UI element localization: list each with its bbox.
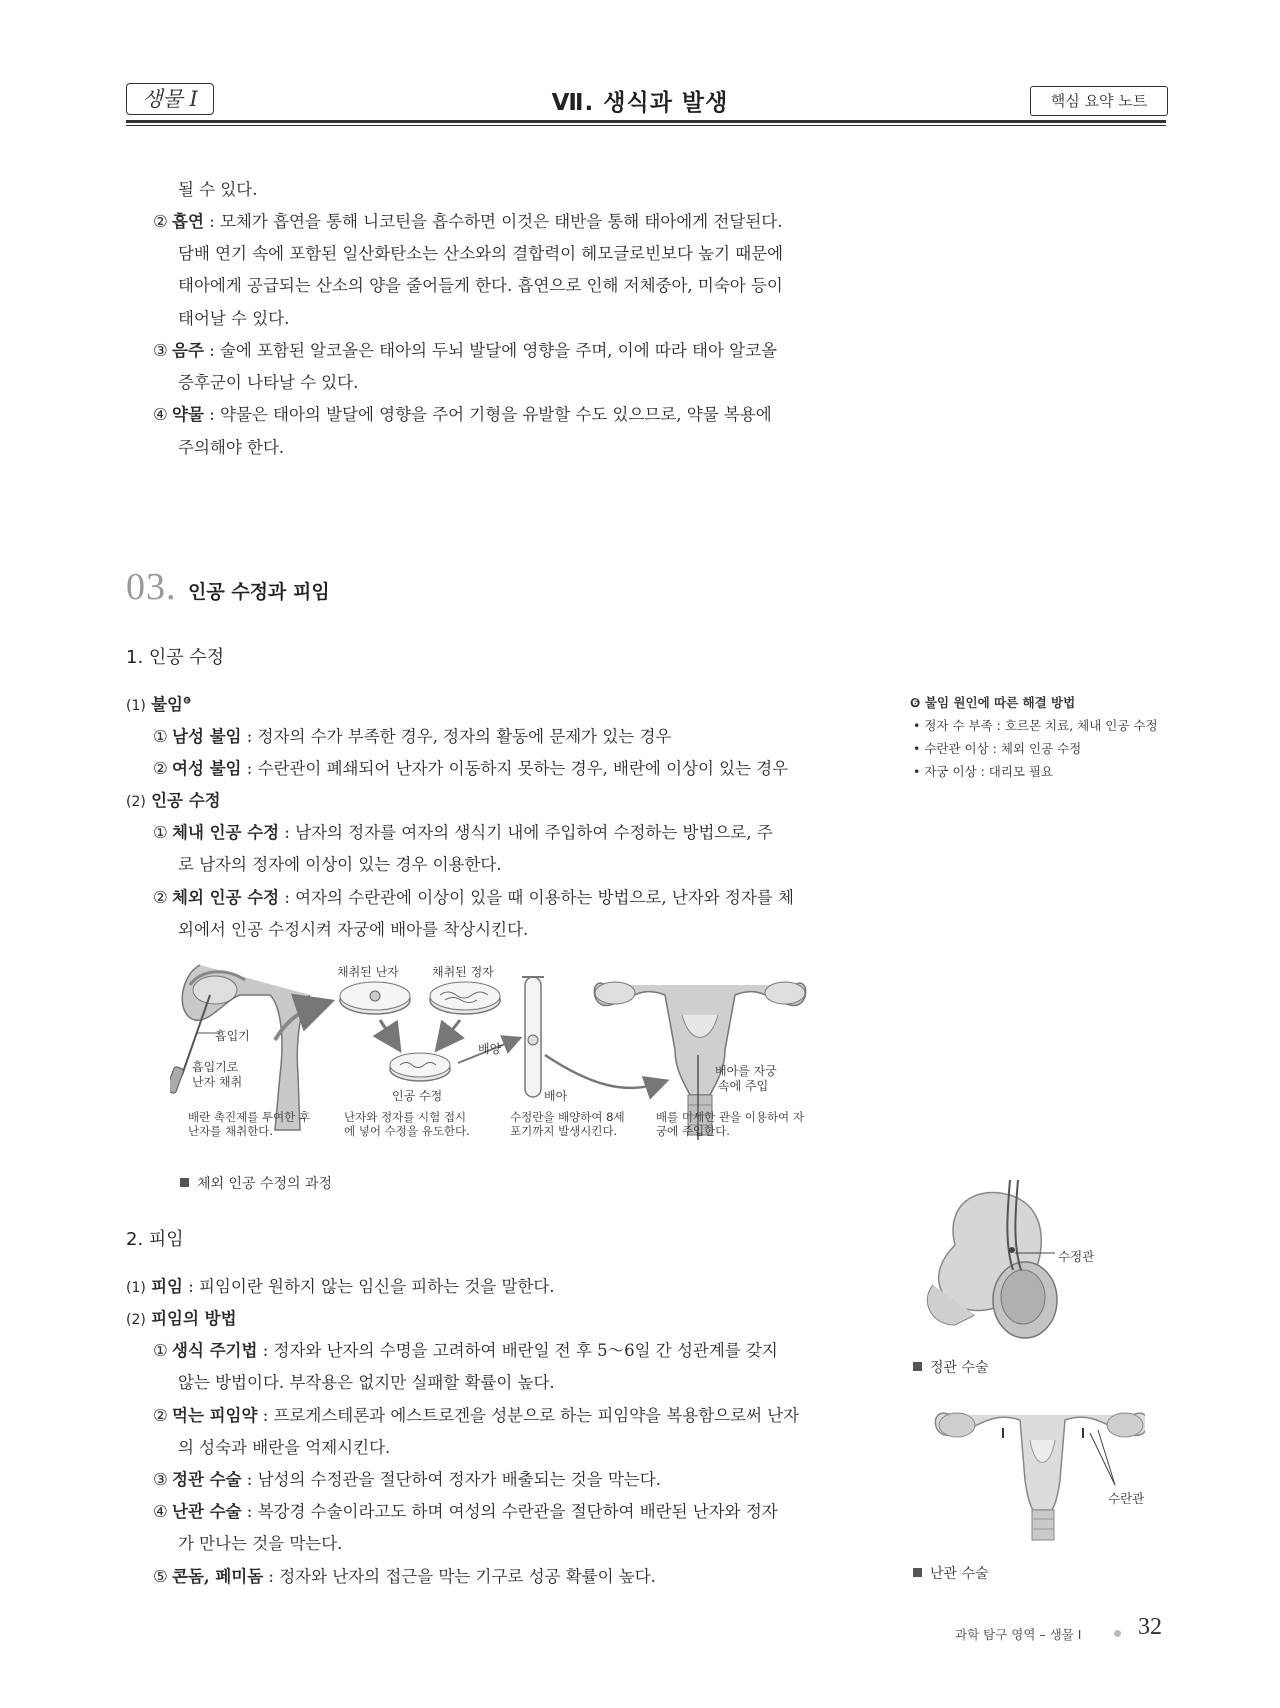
smoking-line-1: ② 흡연 : 모체가 흡연을 통해 니코틴을 흡수하면 이것은 태반을 통해 태아에게 전달된다.	[153, 212, 783, 231]
method-4-line-1: ④ 난관 수술 : 복강경 수술이라고도 하며 여성의 수란관을 절단하여 배란된 난자와 정자	[153, 1502, 778, 1521]
ai-heading: (2) 인공 수정	[126, 791, 221, 810]
internal-ai-line-1: ① 체내 인공 수정 : 남자의 정자를 여자의 생식기 내에 주입하여 수정하는 방법으로, 주	[153, 823, 773, 842]
header-rule	[126, 120, 1166, 123]
ivf-step-desc-4: 배를 미세한 관을 이용하여 자궁에 주입한다.	[656, 1110, 804, 1138]
chapter-title: Ⅶ. 생식과 발생	[551, 90, 729, 116]
fertilization-dish	[390, 1053, 450, 1081]
label-inject-1: 배아를 자궁	[715, 1064, 777, 1078]
internal-ai-line-2: 로 남자의 정자에 이상이 있는 경우 이용한다.	[178, 855, 502, 874]
label-aspirator-collect-2: 난자 채취	[192, 1075, 243, 1089]
label-collected-sperm: 채취된 정자	[432, 965, 494, 979]
external-ai-line-1: ② 체외 인공 수정 : 여자의 수란관에 이상이 있을 때 이용하는 방법으로, 난자와 정자를 체	[153, 888, 794, 907]
method-1-line-1: ① 생식 주기법 : 정자와 난자의 수명을 고려하여 배란일 전 후 5～6일 간 성관계를 갖지	[153, 1341, 778, 1360]
subject-box: 생물 I	[126, 83, 214, 115]
sidenote-title: ❻ 불임 원인에 따른 해결 방법	[910, 695, 1076, 710]
ivf-step-desc-3: 수정란을 배양하여 8세포기까지 발생시킨다.	[510, 1110, 625, 1138]
label-inject-2: 속에 주입	[718, 1079, 769, 1093]
arrow-inject	[545, 1055, 660, 1088]
label-aspirator: 흡입기	[215, 1029, 250, 1043]
smoking-line-3: 태아에게 공급되는 산소의 양을 줄어들게 한다. 흡연으로 인해 저체중아, 미숙아 등이	[178, 276, 783, 295]
tubal-caption: 난관 수술	[913, 1563, 989, 1583]
vasectomy-caption: 정관 수술	[913, 1357, 989, 1377]
subheading-contraception: 2. 피임	[126, 1229, 184, 1250]
method-4-line-2: 가 만나는 것을 막는다.	[178, 1534, 343, 1553]
method-3: ③ 정관 수술 : 남성의 수정관을 절단하여 정자가 배출되는 것을 막는다.	[153, 1470, 661, 1489]
method-2-line-2: 의 성숙과 배란을 억제시킨다.	[178, 1438, 391, 1457]
section-number: 03.	[126, 566, 177, 608]
method-1-line-2: 않는 방법이다. 부작용은 없지만 실패할 확률이 높다.	[178, 1373, 555, 1392]
external-ai-line-2: 외에서 인공 수정시켜 자궁에 배아를 착상시킨다.	[178, 920, 529, 939]
header-rule-thin	[126, 125, 1166, 126]
drugs-line-1: ④ 약물 : 약물은 태아의 발달에 영향을 주어 기형을 유발할 수도 있으므로, 약물 복용에	[153, 405, 772, 424]
sperm-dish	[430, 982, 500, 1014]
label-collected-eggs: 채취된 난자	[337, 965, 399, 979]
egg-dish	[340, 982, 410, 1014]
methods-heading: (2) 피임의 방법	[126, 1309, 237, 1328]
female-infertility: ② 여성 불임 : 수란관이 폐쇄되어 난자가 이동하지 못하는 경우, 배란에 이상이 있는 경우	[153, 759, 789, 778]
contraception-definition: (1) 피임 : 피임이란 원하지 않는 임신을 피하는 것을 말한다.	[126, 1277, 555, 1296]
infertility-heading: (1) 불임$^❻$	[126, 695, 192, 714]
label-embryo: 배아	[544, 1089, 568, 1103]
section-title: 인공 수정과 피임	[188, 581, 330, 603]
ivf-step-desc-2: 난자와 정자를 시험 접시에 넣어 수정을 유도한다.	[344, 1110, 470, 1138]
label-culture: 배양	[478, 1042, 502, 1056]
section-tag: 핵심 요약 노트	[1030, 86, 1168, 116]
male-infertility: ① 남성 불임 : 정자의 수가 부족한 경우, 정자의 활동에 문제가 있는 경우	[153, 727, 672, 746]
page-number: 32	[1138, 1614, 1162, 1640]
method-5: ⑤ 콘돔, 페미돔 : 정자와 난자의 접근을 막는 기구로 성공 확률이 높다.	[153, 1567, 656, 1586]
drinking-line-1: ③ 음주 : 술에 포함된 알코올은 태아의 두뇌 발달에 영향을 주며, 이에 따라 태아 알코올	[153, 341, 777, 360]
subheading-artificial-fertilization: 1. 인공 수정	[126, 647, 225, 668]
sidenote-item: • 자궁 이상 : 대리모 필요	[913, 764, 1054, 779]
label-aspirator-collect-1: 흡입기로	[192, 1060, 239, 1074]
label-fertilization: 인공 수정	[392, 1089, 443, 1103]
drugs-line-2: 주의해야 한다.	[178, 438, 285, 457]
drinking-line-2: 증후군이 나타날 수 있다.	[178, 373, 359, 392]
footer-text: 과학 탐구 영역 – 생물 I	[955, 1627, 1082, 1642]
caption-square-icon	[913, 1568, 922, 1577]
method-2-line-1: ② 먹는 피임약 : 프로게스테론과 에스트로겐을 성분으로 하는 피임약을 복용함으로써 난자	[153, 1406, 800, 1425]
ovary-illustration	[182, 965, 310, 1130]
ivf-step-desc-1: 배란 촉진제를 투여한 후 난자를 채취한다.	[188, 1110, 311, 1138]
ivf-caption: 체외 인공 수정의 과정	[180, 1173, 332, 1193]
tubal-ligation-figure	[915, 1385, 1145, 1545]
footer-dot-icon	[1114, 1630, 1121, 1637]
vas-deferens-label: 수정관	[1058, 1249, 1095, 1264]
caption-square-icon	[180, 1178, 189, 1187]
smoking-line-4: 태어날 수 있다.	[178, 309, 290, 328]
sidenote-item: • 수란관 이상 : 체외 인공 수정	[913, 741, 1082, 756]
sidenote-item: • 정자 수 부족 : 호르몬 치료, 체내 인공 수정	[913, 718, 1158, 733]
fallopian-tube-label: 수란관	[1108, 1491, 1145, 1506]
caption-square-icon	[913, 1362, 922, 1371]
smoking-line-2: 담배 연기 속에 포함된 일산화탄소는 산소와의 결합력이 헤모글로빈보다 높기 때문에	[178, 244, 784, 263]
test-tube	[522, 977, 544, 1097]
continued-text: 될 수 있다.	[178, 180, 258, 199]
aspirator-syringe	[170, 1066, 184, 1094]
vasectomy-figure	[915, 1175, 1145, 1340]
